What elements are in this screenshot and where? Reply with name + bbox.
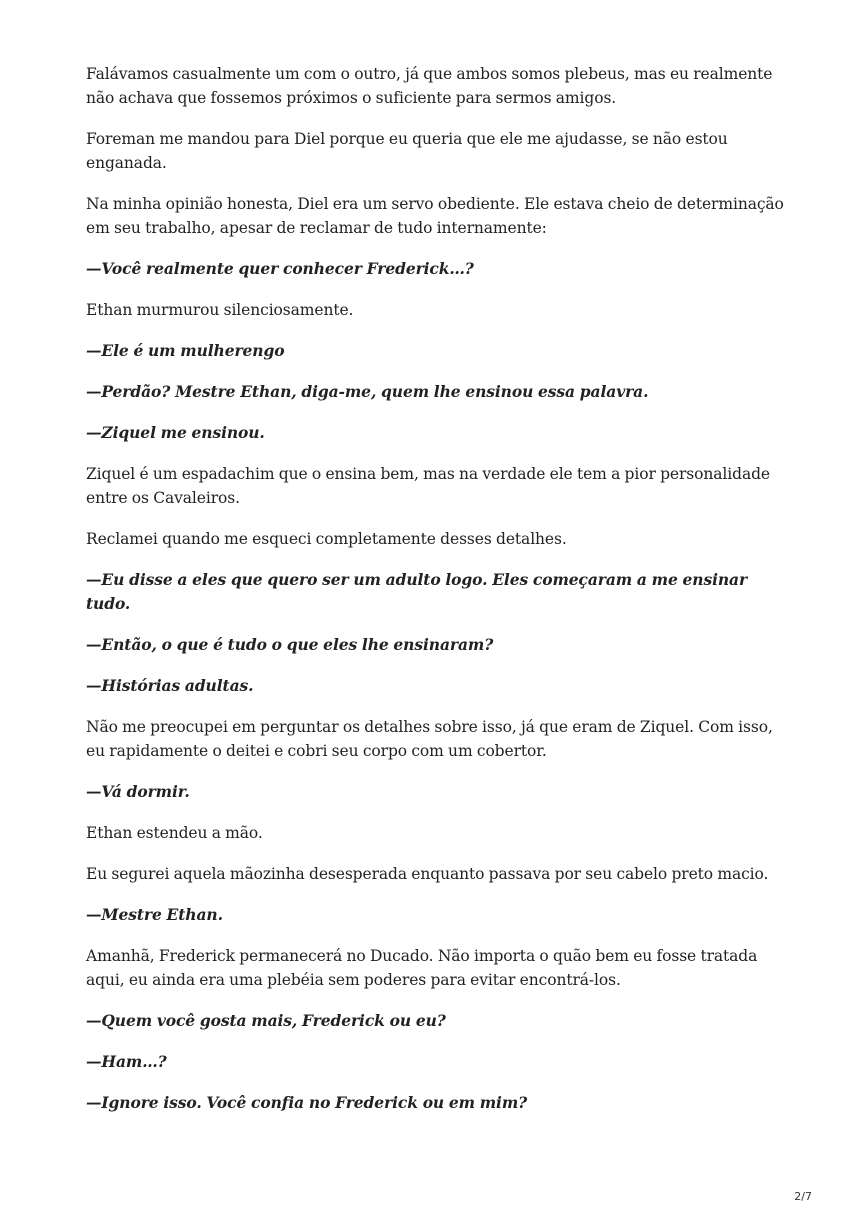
dialogue-line: —Quem você gosta mais, Frederick ou eu? — [86, 1011, 446, 1030]
paragraph: Falávamos casualmente um com o outro, já que ambos somos plebeus, mas eu realmente não achava que fossemos próximos o suficiente para sermos amigos. — [86, 65, 773, 107]
paragraph: Amanhã, Frederick permanecerá no Ducado. Não importa o quão bem eu fosse tratada aqui, eu ainda era uma plebéia sem poderes para evitar encontrá-los. — [86, 947, 758, 989]
paragraph: Não me preocupei em perguntar os detalhes sobre isso, já que eram de Ziquel. Com isso, eu rapidamente o deitei e cobri seu corpo com um cobertor. — [86, 718, 773, 760]
paragraph: Ziquel é um espadachim que o ensina bem, mas na verdade ele tem a pior personalidade entre os Cavaleiros. — [86, 465, 770, 507]
dialogue-line: —Você realmente quer conhecer Frederick…? — [86, 259, 474, 278]
paragraph: Na minha opinião honesta, Diel era um servo obediente. Ele estava cheio de determinação em seu trabalho, apesar de reclamar de tudo internamente: — [86, 195, 784, 237]
dialogue-line: —Mestre Ethan. — [86, 905, 223, 924]
paragraph: Foreman me mandou para Diel porque eu queria que ele me ajudasse, se não estou enganada. — [86, 130, 728, 172]
dialogue-line: —Ele é um mulherengo — [86, 341, 285, 360]
paragraph: Ethan estendeu a mão. — [86, 824, 263, 842]
page-body — [86, 62, 786, 1132]
dialogue-line: —Perdão? Mestre Ethan, diga-me, quem lhe ensinou essa palavra. — [86, 382, 649, 401]
dialogue-line: —Histórias adultas. — [86, 676, 254, 695]
dialogue-line: —Eu disse a eles que quero ser um adulto logo. Eles começaram a me ensinar tudo. — [86, 570, 748, 613]
dialogue-line: —Ziquel me ensinou. — [86, 423, 265, 442]
paragraph: Eu segurei aquela mãozinha desesperada enquanto passava por seu cabelo preto macio. — [86, 865, 769, 883]
dialogue-line: —Ignore isso. Você confia no Frederick ou em mim? — [86, 1093, 528, 1112]
dialogue-line: —Então, o que é tudo o que eles lhe ensinaram? — [86, 635, 494, 654]
dialogue-line: —Vá dormir. — [86, 782, 190, 801]
paragraph: Reclamei quando me esqueci completamente desses detalhes. — [86, 530, 567, 548]
page-number: 2/7 — [794, 1190, 812, 1203]
dialogue-line: —Ham…? — [86, 1052, 167, 1071]
paragraph: Ethan murmurou silenciosamente. — [86, 301, 354, 319]
